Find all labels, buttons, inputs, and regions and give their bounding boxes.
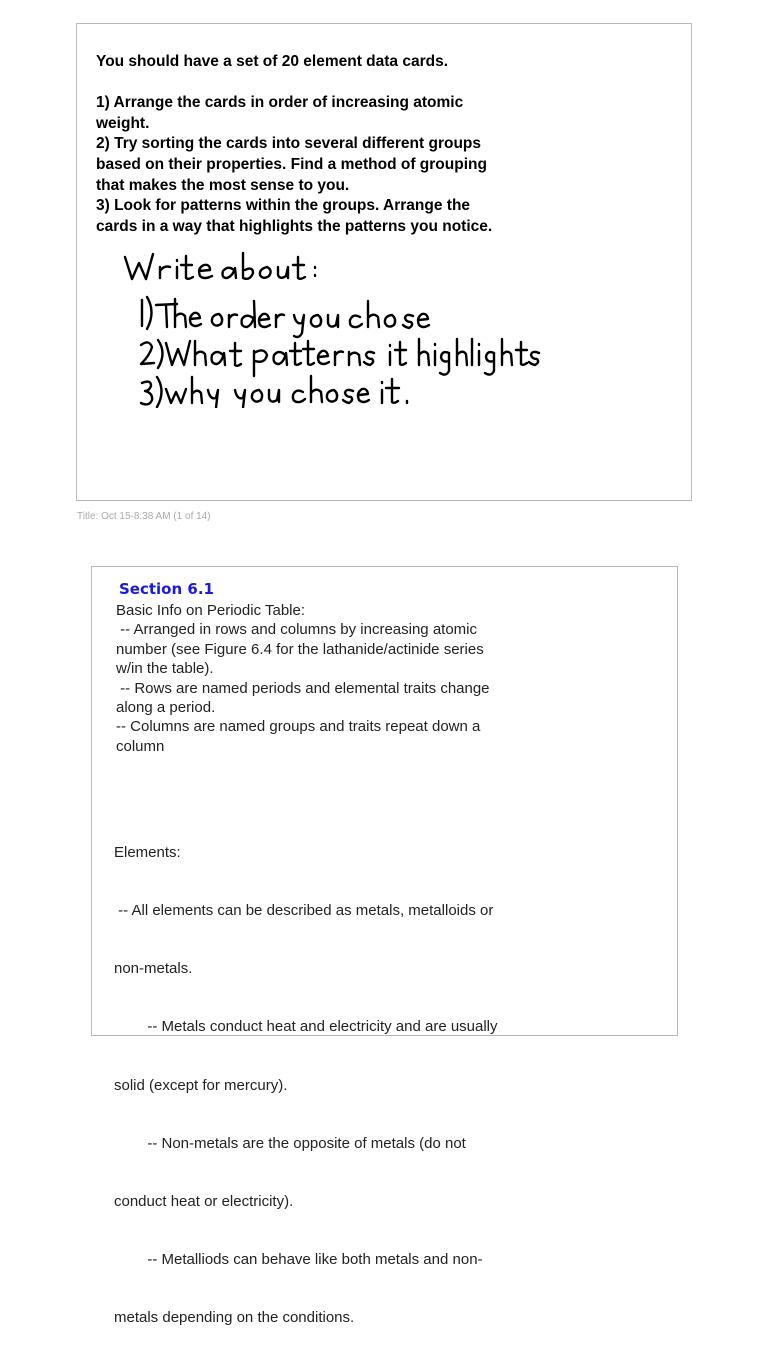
- instruction-line: 2) Try sorting the cards into several different groups: [96, 135, 482, 153]
- line-gap: [96, 73, 492, 94]
- instruction-line: You should have a set of 20 element data cards.: [96, 53, 449, 70]
- text-line: Basic Info on Periodic Table:: [116, 602, 306, 619]
- elements-info: [114, 804, 498, 1327]
- text-line: non-metals.: [114, 960, 193, 978]
- text-line: along a period.: [116, 698, 216, 716]
- instruction-line: 3) Look for patterns within the groups. Arrange the: [96, 197, 471, 215]
- text-line: -- Rows are named periods and elemental traits change: [116, 679, 490, 697]
- handwriting-line-2: [142, 297, 429, 337]
- text-line: -- Non-metals are the opposite of metals (do not: [114, 1134, 466, 1152]
- slide-caption: Title: Oct 15-8:38 AM (1 of 14): [77, 511, 211, 522]
- text-line: metals depending on the conditions.: [114, 1309, 355, 1327]
- handwriting-line-1: [125, 253, 315, 279]
- text-line: column: [116, 737, 165, 755]
- instructions-text: [96, 52, 492, 237]
- text-line: conduct heat or electricity).: [114, 1193, 294, 1211]
- periodic-table-info: [114, 601, 498, 1327]
- text-line: -- Arranged in rows and columns by increasing atomic: [116, 621, 477, 639]
- text-line: number (see Figure 6.4 for the lathanide/actinide series: [116, 640, 484, 658]
- text-line: Elements:: [114, 843, 181, 861]
- text-line: -- Columns are named groups and traits repeat down a: [116, 718, 481, 736]
- handwriting-line-3: [141, 339, 539, 376]
- instruction-line: that makes the most sense to you.: [96, 176, 350, 194]
- slide-2: [91, 566, 678, 1327]
- text-line: -- All elements can be described as metals, metalloids or: [114, 902, 494, 920]
- instruction-line: weight.: [96, 114, 150, 132]
- instruction-line: based on their properties. Find a method of grouping: [96, 155, 487, 173]
- slide-1: [76, 23, 692, 501]
- text-line: -- Metalliods can behave like both metals and non-: [114, 1251, 483, 1269]
- section-title: Section 6.1: [119, 580, 214, 598]
- handwriting-line-4: [141, 376, 407, 408]
- text-line: solid (except for mercury).: [114, 1076, 288, 1094]
- handwritten-note: [122, 243, 542, 408]
- instruction-line: cards in a way that highlights the patterns you notice.: [96, 217, 493, 235]
- text-line: w/in the table).: [116, 660, 214, 678]
- instruction-line: 1) Arrange the cards in order of increasing atomic: [96, 94, 464, 112]
- handwriting-drawing: [122, 243, 542, 408]
- text-line: -- Metals conduct heat and electricity and are usually: [114, 1018, 498, 1036]
